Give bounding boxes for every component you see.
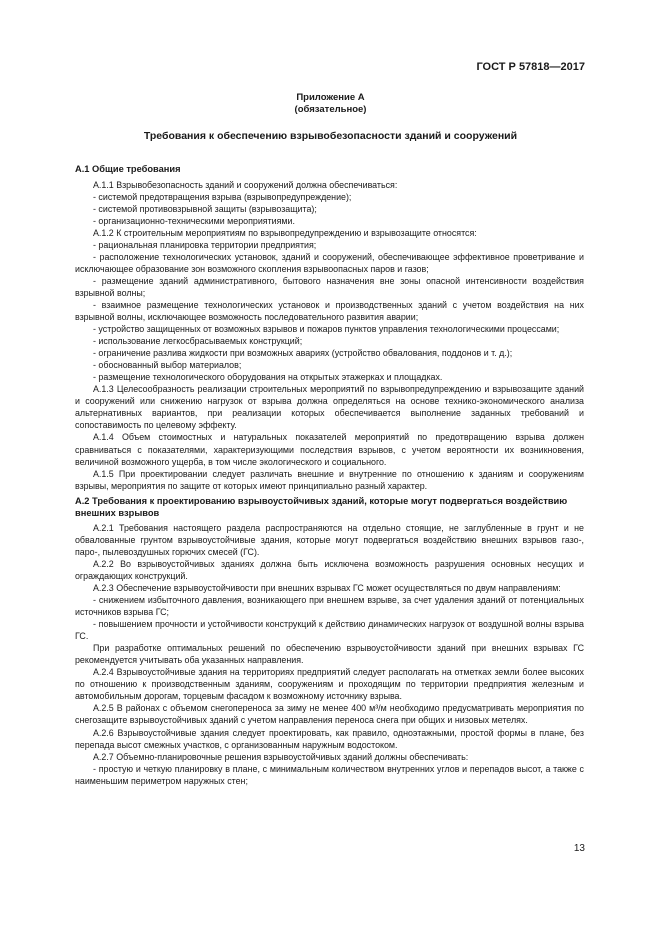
- list-item: - системой противовзрывной защиты (взрывозащита);: [93, 203, 317, 214]
- appendix-heading: Требования к обеспечению взрывобезопасности зданий и сооружений: [143, 130, 518, 142]
- list-item: - системой предотвращения взрыва (взрывопредупреждение);: [93, 191, 352, 202]
- paragraph: А.2.7 Объемно-планировочные решения взрывоустойчивых зданий должны обеспечивать:: [93, 751, 469, 762]
- paragraph: А.2.6 Взрывоустойчивые здания следует проектировать, как правило, одноэтажными, простой формы в плане, без перепада высот смежных участков, с организованным наружным водостоком.: [75, 727, 584, 750]
- paragraph: А.2.4 Взрывоустойчивые здания на территориях предприятий следует располагать на отметках земли более высоких по отношению к производственным зданиям, сооружениям и проходящим по территории предприятия железным и автомобильным дорогам, торцевым фасадом к возможному источнику взрыва.: [75, 667, 584, 702]
- paragraph: А.2.2 Во взрывоустойчивых зданиях должна быть исключена возможность разрушения основных несущих и ограждающих конструкций.: [75, 558, 584, 581]
- list-item: - взаимное размещение технологических установок и производственных зданий с учетом воздействия на них взрывной волны, исключающее возможность последовательного развития аварии;: [75, 299, 584, 323]
- document-code: ГОСТ Р 57818—2017: [476, 61, 585, 73]
- list-item: - рациональная планировка территории предприятия;: [93, 239, 317, 250]
- list-item: - обоснованный выбор материалов;: [93, 360, 242, 371]
- paragraph: А.1.3 Целесообразность реализации строительных мероприятий по взрывопредупреждению и взрывозащите зданий и сооружений или снижению нагрузок от взрыва должна определяться на основе технико-экономического анализа альтернативных вариантов, при реализации которых обеспечивается выполнение заданных требований и сопоставимость по целевому эффекту.: [75, 384, 584, 431]
- document-body: [75, 163, 584, 787]
- section-heading: А.2 Требования к проектированию взрывоустойчивых зданий, которые могут подвергаться воздействию внешних взрывов: [75, 495, 568, 519]
- page-number: 13: [573, 843, 585, 854]
- appendix-title: Приложение А: [296, 92, 365, 103]
- list-item: - размещение технологического оборудования на открытых этажерках и площадках.: [93, 372, 443, 383]
- paragraph: А.1.2 К строительным мероприятиям по взрывопредупреждению и взрывозащите относятся:: [93, 227, 477, 238]
- paragraph: А.1.5 При проектировании следует различать внешние и внутренние по отношению к зданиям и сооружениям взрывы, мероприятия по защите от которых имеют принципиально разный характер.: [75, 468, 584, 491]
- list-item: - простую и четкую планировку в плане, с минимальным количеством внутренних углов и перепадов высот, а также с наименьшим периметром наружных стен;: [75, 763, 584, 786]
- list-item: - снижением избыточного давления, возникающего при внешнем взрыве, за счет удаления зданий от потенциальных источников взрыва ГС;: [75, 595, 584, 618]
- list-item: - ограничение разлива жидкости при возможных авариях (устройство обвалования, поддонов и т. д.);: [93, 348, 513, 359]
- section-heading: А.1 Общие требования: [75, 164, 181, 174]
- paragraph: А.2.3 Обеспечение взрывоустойчивости при внешних взрывах ГС может осуществляться по двум направлениям:: [93, 582, 561, 593]
- paragraph: А.1.4 Объем стоимостных и натуральных показателей мероприятий по предотвращению взрыва должен сравниваться с показателями, характеризующими последствия взрывов, с учетом вероятности их возникновения, величиной возможного ущерба, в том числе экологического и социального.: [75, 432, 584, 467]
- paragraph: А.1.1 Взрывобезопасность зданий и сооружений должна обеспечиваться:: [93, 179, 398, 190]
- paragraph: А.2.5 В районах с объемом снегопереноса за зиму не менее 400 м³/м необходимо предусматривать мероприятия по снегозащите взрывоустойчивых зданий с учетом направления переноса снега при общих и низовых метелях.: [75, 703, 584, 726]
- list-item: - размещение зданий административного, бытового назначения вне зоны опасной интенсивности воздействия взрывной волны;: [75, 275, 584, 298]
- list-item: - расположение технологических установок, зданий и сооружений, обеспечивающее эффективное проветривание и исключающее образование зон возможного скопления взрывоопасных паров и газов;: [75, 251, 584, 274]
- list-item: - организационно-техническими мероприятиями.: [93, 215, 295, 226]
- list-item: - устройство защищенных от возможных взрывов и пожаров пунктов управления технологическими процессами;: [93, 324, 560, 335]
- list-item: - повышением прочности и устойчивости конструкций к действию динамических нагрузок от воздушной волны взрыва ГС.: [75, 619, 584, 642]
- appendix-status: (обязательное): [294, 104, 367, 115]
- paragraph: А.2.1 Требования настоящего раздела распространяются на отдельно стоящие, не заглубленные в грунт и не обвалованные грунтом взрывоустойчивые здания, которые могут подвергаться воздействию внешних взрывов газо-, паро-, пылевоздушных горючих смесей (ГС).: [75, 522, 584, 557]
- paragraph: При разработке оптимальных решений по обеспечению взрывоустойчивости зданий при внешних взрывах ГС рекомендуется учитывать оба указанных направления.: [75, 643, 584, 666]
- list-item: - использование легкосбрасываемых конструкций;: [93, 336, 303, 347]
